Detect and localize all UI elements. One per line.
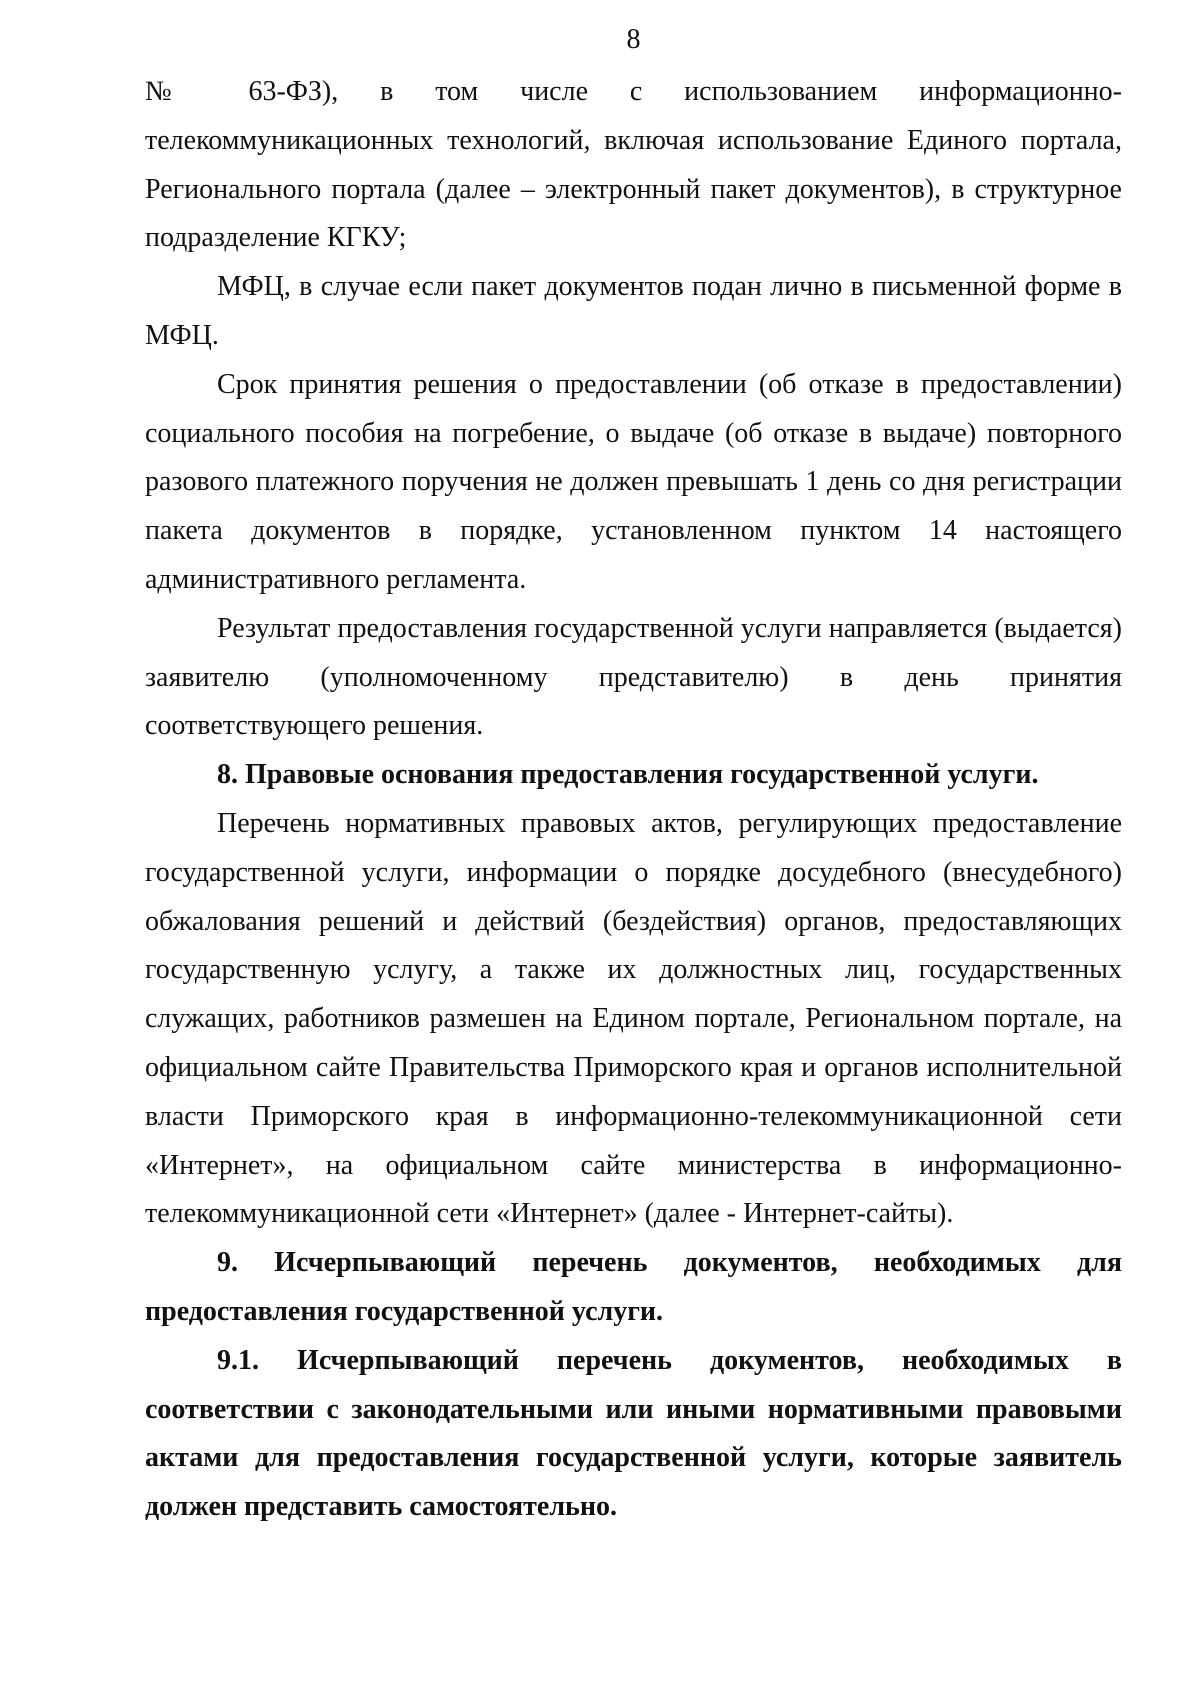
document-page	[145, 20, 1122, 1532]
section-heading-9-1: 9.1. Исчерпывающий перечень документов, необходимых в соответствии с законодательными или иными нормативными правовыми актами для предоставления государственной услуги, которые заявитель должен представить самостоятельно.	[145, 1344, 1122, 1523]
page-number: 8	[626, 24, 641, 55]
paragraph-service-result: Результат предоставления государственной услуги направляется (выдается) заявителю (уполномоченному представителю) в день принятия соответствующего решения.	[145, 612, 1122, 742]
section-heading-9: 9. Исчерпывающий перечень документов, необходимых для предоставления государственной услуги.	[145, 1247, 1122, 1327]
document-body	[145, 68, 1122, 1532]
paragraph-legal-acts: Перечень нормативных правовых актов, регулирующих предоставление государственной услуги, информации о порядке досудебного (внесудебного) обжалования решений и действий (бездействия) органов, предоставляющих государственную услугу, а также их должностных лиц, государственных служащих, работников размешен на Едином портале, Региональном портале, на официальном сайте Правительства Приморского края и органов исполнительной власти Приморского края в информационно-телекоммуникационной сети «Интернет», на официальном сайте министерства в информационно-телекоммуникационной сети «Интернет» (далее - Интернет-сайты).	[145, 807, 1122, 1230]
paragraph-mfc: МФЦ, в случае если пакет документов подан лично в письменной форме в МФЦ.	[145, 271, 1122, 351]
paragraph-decision-term: Срок принятия решения о предоставлении (об отказе в предоставлении) социального пособия на погребение, о выдаче (об отказе в выдаче) повторного разового платежного поручения не должен превышать 1 день со дня регистрации пакета документов в порядке, установленном пунктом 14 настоящего административного регламента.	[145, 368, 1122, 595]
paragraph-electronic-package: № 63-ФЗ), в том числе с использованием информационно-телекоммуникационных технологий, включая использование Единого портала, Регионального портала (далее – электронный пакет документов), в структурное подразделение КГКУ;	[145, 76, 1122, 254]
section-heading-8: 8. Правовые основания предоставления государственной услуги.	[217, 759, 1039, 791]
